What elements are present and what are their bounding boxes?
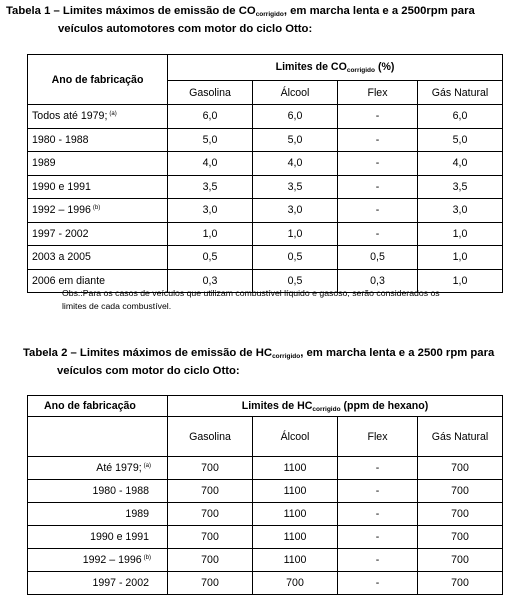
table1-value-cell: - <box>338 152 418 176</box>
table2-value-cell: 700 <box>418 480 503 503</box>
table1-note <box>62 287 507 313</box>
table1-value-cell: - <box>338 199 418 223</box>
table1-group-header-b: (%) <box>375 61 395 73</box>
table1-year-cell <box>28 199 168 223</box>
table2-value-cell: 700 <box>418 572 503 595</box>
table1-value-cell: 4,0 <box>418 152 503 176</box>
table1-caption-b: , em marcha lenta e a 2500rpm para <box>283 5 475 17</box>
table1-value-cell: 1,0 <box>168 222 253 246</box>
table2-value-cell: - <box>338 480 418 503</box>
table1-value-cell: - <box>338 105 418 129</box>
table1-group-header-sub: corrigido <box>346 67 375 74</box>
table1-value-cell: 1,0 <box>418 246 503 270</box>
table2-row <box>28 457 503 480</box>
table1-value-cell: 6,0 <box>418 105 503 129</box>
table2-year-label: Até 1979; <box>96 462 142 474</box>
table2-col-header: Álcool <box>253 417 338 457</box>
table1-year-header: Ano de fabricação <box>28 55 168 105</box>
table2-value-cell: 1100 <box>253 526 338 549</box>
table1-value-cell: 3,0 <box>253 199 338 223</box>
table1-col-header: Flex <box>338 81 418 105</box>
table1-value-cell: 3,5 <box>253 175 338 199</box>
table1-value-cell: 1,0 <box>253 222 338 246</box>
table2-value-cell: 700 <box>418 457 503 480</box>
table1-value-cell: - <box>338 222 418 246</box>
table2-value-cell: 700 <box>168 572 253 595</box>
table1-caption <box>6 4 475 36</box>
table2-value-cell: 700 <box>418 503 503 526</box>
table1-value-cell: 4,0 <box>168 152 253 176</box>
table2-group-header-sub: corrigido <box>312 405 341 413</box>
table1-note-line2: limites de cada combustível. <box>62 301 172 311</box>
table2-year-cell <box>28 549 168 572</box>
table1-row <box>28 152 503 176</box>
table2-caption-line2: veículos com motor do ciclo Otto: <box>57 365 240 377</box>
table2-year-label: 1997 - 2002 <box>92 577 149 589</box>
table1-value-cell: 0,3 <box>338 269 418 293</box>
table2-row <box>28 549 503 572</box>
table1-value-cell: - <box>338 128 418 152</box>
table2-year-cell <box>28 526 168 549</box>
table1-year-cell <box>28 175 168 199</box>
table1-group-header-a: Limites de CO <box>275 61 347 73</box>
table1-value-cell: 6,0 <box>253 105 338 129</box>
table1-year-label: 2003 a 2005 <box>32 251 91 264</box>
table2-year-cell <box>28 503 168 526</box>
table1-value-cell: 5,0 <box>168 128 253 152</box>
table2-value-cell: 700 <box>418 526 503 549</box>
table2-row <box>28 572 503 595</box>
table2-value-cell: - <box>338 503 418 526</box>
table1-value-cell: 5,0 <box>253 128 338 152</box>
table1-row <box>28 222 503 246</box>
table2-value-cell: 700 <box>168 549 253 572</box>
table1-year-label: 1989 <box>32 157 56 170</box>
table2-year-cell <box>28 480 168 503</box>
table2-value-cell: 1100 <box>253 457 338 480</box>
table1-value-cell: 0,5 <box>253 269 338 293</box>
table2-value-cell: 700 <box>168 526 253 549</box>
table2-value-cell: - <box>338 549 418 572</box>
table1-caption-sub: corrigido <box>255 11 284 18</box>
table2-year-label: 1992 – 1996 <box>82 554 142 566</box>
table2-group-header-a: Limites de HC <box>241 399 313 412</box>
table1-row <box>28 128 503 152</box>
table1-year-label: Todos até 1979; <box>32 110 108 123</box>
table1-value-cell: 3,5 <box>418 175 503 199</box>
table2-value-cell: - <box>338 526 418 549</box>
table1-value-cell: - <box>338 175 418 199</box>
table2-value-cell: 700 <box>253 572 338 595</box>
table2-value-cell: 1100 <box>253 549 338 572</box>
table1-year-cell <box>28 105 168 129</box>
table1 <box>27 54 503 293</box>
table2-year-footnote: (a) <box>143 463 151 469</box>
table2-value-cell: 700 <box>168 480 253 503</box>
table1-group-header <box>168 55 503 81</box>
table1-col-header: Gasolina <box>168 81 253 105</box>
table1-year-cell <box>28 222 168 246</box>
table1-row <box>28 105 503 129</box>
table2-group-header-b: (ppm de hexano) <box>340 399 429 412</box>
table2-value-cell: 700 <box>168 457 253 480</box>
table2-year-label: 1990 e 1991 <box>90 531 149 543</box>
table2-value-cell: 700 <box>168 503 253 526</box>
table1-value-cell: 1,0 <box>418 222 503 246</box>
table1-value-cell: 0,3 <box>168 269 253 293</box>
table2-value-cell: - <box>338 457 418 480</box>
table1-year-footnote: (b) <box>92 205 101 212</box>
table1-col-header: Álcool <box>253 81 338 105</box>
table1-value-cell: 5,0 <box>418 128 503 152</box>
table2 <box>27 395 503 595</box>
table1-row <box>28 175 503 199</box>
table1-row <box>28 199 503 223</box>
table1-year-cell <box>28 152 168 176</box>
table1-caption-line2: veículos automotores com motor do ciclo Otto: <box>58 23 313 35</box>
table2-caption-b: , em marcha lenta e a 2500 rpm para <box>300 347 495 359</box>
table1-value-cell: 6,0 <box>168 105 253 129</box>
table1-year-label: 1997 - 2002 <box>32 227 89 240</box>
table2-col-header: Gás Natural <box>418 417 503 457</box>
table2-blank-cell <box>28 417 168 457</box>
table2-row <box>28 480 503 503</box>
table1-year-cell <box>28 246 168 270</box>
table1-value-cell: 0,5 <box>168 246 253 270</box>
table2-year-cell <box>28 572 168 595</box>
table1-year-label: 1980 - 1988 <box>32 133 89 146</box>
table1-caption-a: Tabela 1 – Limites máximos de emissão de CO <box>6 5 256 17</box>
table1-value-cell: 3,0 <box>418 199 503 223</box>
table1-value-cell: 1,0 <box>418 269 503 293</box>
table1-value-cell: 0,5 <box>338 246 418 270</box>
table2-col-header: Flex <box>338 417 418 457</box>
table1-year-label: 1992 – 1996 <box>32 204 91 217</box>
table2-value-cell: 1100 <box>253 503 338 526</box>
table1-value-cell: 4,0 <box>253 152 338 176</box>
table2-caption <box>23 346 494 378</box>
table2-caption-sub: corrigido <box>272 353 301 360</box>
table2-caption-a: Tabela 2 – Limites máximos de emissão de HC <box>23 347 273 359</box>
table2-year-label: 1980 - 1988 <box>92 485 149 497</box>
table2-year-footnote: (b) <box>143 555 151 561</box>
table2-row <box>28 503 503 526</box>
table2-year-label: 1989 <box>125 508 149 520</box>
table1-year-footnote: (a) <box>109 111 117 118</box>
table2-value-cell: 1100 <box>253 480 338 503</box>
table2-year-header: Ano de fabricação <box>28 396 168 417</box>
table1-col-header: Gás Natural <box>418 81 503 105</box>
table1-year-label: 1990 e 1991 <box>32 180 91 193</box>
table1-value-cell: 0,5 <box>253 246 338 270</box>
table1-year-label: 2006 em diante <box>32 274 106 287</box>
table2-value-cell: 700 <box>418 549 503 572</box>
table2-year-cell <box>28 457 168 480</box>
table1-value-cell: 3,0 <box>168 199 253 223</box>
table1-value-cell: 3,5 <box>168 175 253 199</box>
table1-row <box>28 246 503 270</box>
table2-col-header: Gasolina <box>168 417 253 457</box>
table2-group-header <box>168 396 503 417</box>
table1-note-line1: Obs.:Para os casos de veículos que utilizam combustível líquido e gasoso, serão considerados os <box>62 288 440 298</box>
table2-row <box>28 526 503 549</box>
table1-year-cell <box>28 128 168 152</box>
table2-value-cell: - <box>338 572 418 595</box>
